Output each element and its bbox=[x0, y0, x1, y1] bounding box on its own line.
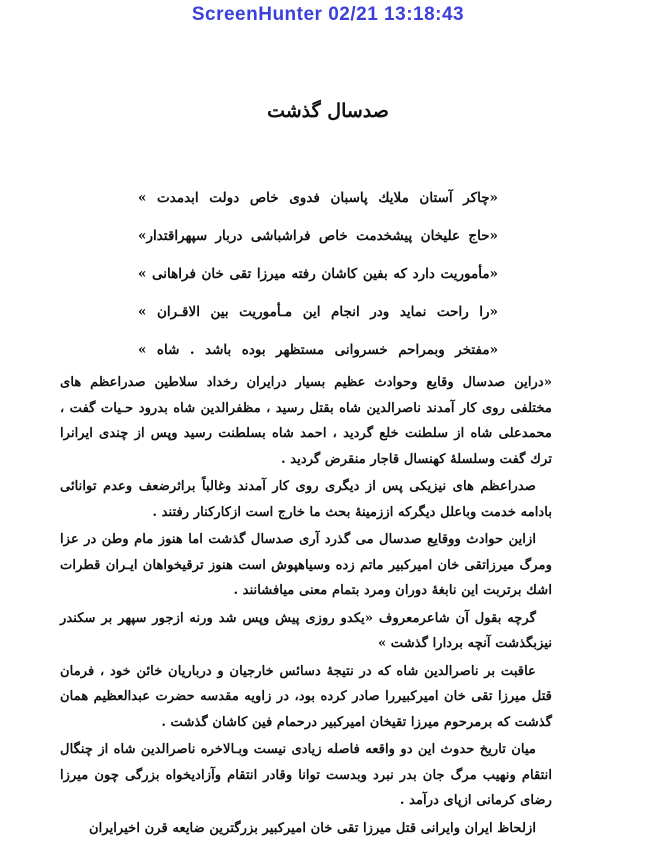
paragraph: گرچه بقول آن شاعرمعروف «یکدو روزی پیش وپس شد ورنه ازجور سپهر بر سکندر نیزبگذشت آنچه بردارا گذشت » bbox=[60, 610, 552, 651]
paragraph: صدراعظم های نیزیکی پس از دیگری روی کار آمدند وغالباً براثرضعف وعدم توانائی بادامه خدمت وباعلل دیگرکه اززمینهٔ بحث ما خارج است ازکارکنار رفتند . bbox=[60, 479, 552, 520]
paragraph: ازلحاظ ایران وایرانی قتل میرزا تقی خان امیرکبیر بزرگترین ضایعه قرن اخیرایران bbox=[88, 820, 536, 836]
decree-line: «حاج علیخان پیشخدمت خاص فراشباشی دربار سپهراقتدار» bbox=[138, 228, 498, 244]
decree-line: «مفتخر وبمراحم خسروانی مستظهر بوده باشد . شاه » bbox=[138, 342, 498, 358]
decree-line: «چاکر آستان ملایك پاسبان فدوی خاص دولت ابدمدت » bbox=[138, 190, 498, 206]
paragraph: عاقبت بر ناصرالدین شاه که در نتیجهٔ دسائس خارجیان و درباریان خائن خود ، فرمان قتل میرزا تقی خان امیرکبیررا صادر کرده بود، در زاویه مقدسه حضرت عبدالعظیم همان گذشت که برمرحوم میرزا تقیخان امیرکبیر درحمام فین کاشان گذشت . bbox=[60, 663, 552, 730]
paragraph: «دراین صدسال وقایع وحوادث عظیم بسیار درایران رخداد سلاطین صدراعظم های مختلفی روی کار آمدند ناصرالدین شاه بقتل رسید ، مظفرالدین شاه بدرود حـیات گفت ، محمدعلی شاه از سلطنت خلع گردید ، احمد شاه بسلطنت رسید وپس از چندی ایرانرا ترك گفت وسلسلهٔ کهنسال قاجار منقرض گردید . bbox=[60, 375, 552, 467]
royal-decree bbox=[138, 188, 498, 378]
paragraph: ازاین حوادث ووقایع صدسال می گذرد آری صدسال گذشت اما هنوز مام وطن در عزا ومرگ میرزاتقی خان امیرکبیر ماتم زده وسیاهپوش است هنوز ترقیخواهان ایـران قطرات اشك برتربت این نابغهٔ دوران ومرد بتمام معنی میافشانند . bbox=[60, 532, 552, 598]
chapter-title: صدسال گذشت bbox=[267, 100, 389, 122]
body-text bbox=[60, 370, 552, 843]
screenhunter-watermark: ScreenHunter 02/21 13:18:43 bbox=[191, 4, 465, 25]
decree-line: «را راحت نماید ودر انجام این مـأموریت بین الاقـران » bbox=[138, 304, 498, 320]
paragraph: میان تاریخ حدوث این دو واقعه فاصله زیادی نیست وبـالاخره ناصرالدین شاه از چنگال انتقام ونهیب مرگ جان بدر نبرد وبدست توانا وقادر انتقام وآزادیخواه بزرگی چون میرزا رضای کرمانی ازپای درآمد . bbox=[60, 742, 552, 808]
decree-line: «مأموریت دارد که بفین کاشان رفته میرزا تقی خان فراهانی » bbox=[138, 266, 498, 282]
